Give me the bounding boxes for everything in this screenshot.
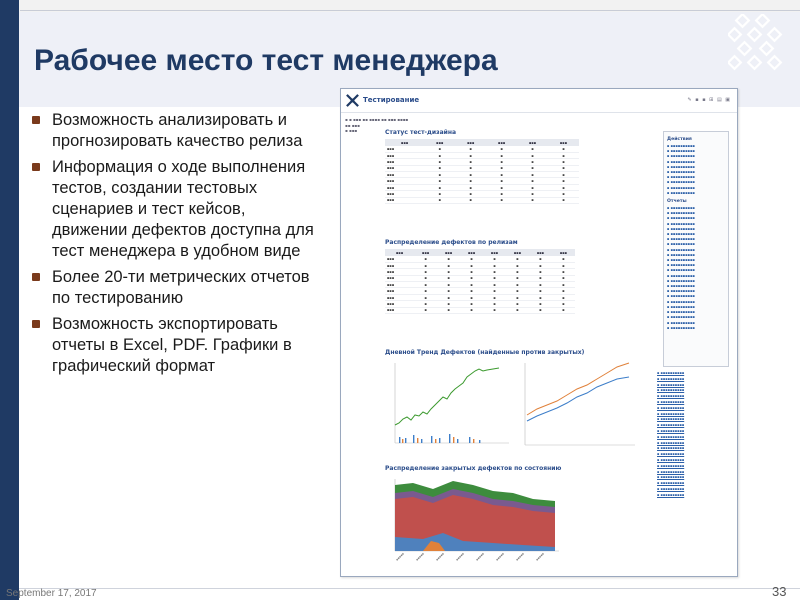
- app-side-nav: ▪▪ ▪▪▪ ▪ ▪▪▪: [345, 123, 360, 133]
- table-cell: ▪: [517, 191, 548, 197]
- table-cell: ▪: [552, 282, 575, 288]
- panel-link[interactable]: ▪ ▪▪▪▪▪▪▪▪▪▪: [667, 206, 695, 211]
- panel-link[interactable]: ▪ ▪▪▪▪▪▪▪▪▪▪: [667, 273, 695, 278]
- panel-link[interactable]: ▪ ▪▪▪▪▪▪▪▪▪▪: [667, 164, 695, 169]
- panel-link[interactable]: ▪ ▪▪▪▪▪▪▪▪▪▪: [667, 278, 695, 283]
- panel-link[interactable]: ▪ ▪▪▪▪▪▪▪▪▪▪: [657, 440, 685, 445]
- left-accent-bar: [0, 0, 19, 600]
- daily-trend-chart: [383, 359, 513, 455]
- panel-link[interactable]: ▪ ▪▪▪▪▪▪▪▪▪▪: [657, 382, 685, 387]
- table-cell: ▪▪▪: [385, 172, 424, 178]
- table-cell: ▪: [517, 172, 548, 178]
- panel-link[interactable]: ▪ ▪▪▪▪▪▪▪▪▪▪: [667, 185, 695, 190]
- table-row: [385, 197, 579, 203]
- table-cell: ▪▪▪: [385, 262, 414, 268]
- svg-text:▪▪▪▪▪: ▪▪▪▪▪: [474, 551, 485, 562]
- svg-text:▪▪▪▪▪: ▪▪▪▪▪: [514, 551, 525, 562]
- table-cell: ▪: [548, 172, 579, 178]
- panel-link[interactable]: ▪ ▪▪▪▪▪▪▪▪▪▪: [667, 263, 695, 268]
- footer-date: September 17, 2017: [6, 588, 97, 599]
- table-cell: ▪: [483, 256, 506, 262]
- panel-link[interactable]: ▪ ▪▪▪▪▪▪▪▪▪▪: [657, 475, 685, 480]
- table-cell: ▪: [460, 262, 483, 268]
- table-cell: ▪: [424, 178, 455, 184]
- table-cell: ▪: [424, 172, 455, 178]
- table-cell: ▪: [455, 184, 486, 190]
- panel-link[interactable]: ▪ ▪▪▪▪▪▪▪▪▪▪: [657, 457, 685, 462]
- table-cell: ▪▪▪: [385, 294, 414, 300]
- table-cell: ▪: [414, 294, 437, 300]
- panel-link[interactable]: ▪ ▪▪▪▪▪▪▪▪▪▪: [667, 175, 695, 180]
- table-cell: ▪▪▪: [385, 301, 414, 307]
- table-header-cell: ▪▪▪: [483, 249, 506, 256]
- panel-link[interactable]: ▪ ▪▪▪▪▪▪▪▪▪▪: [667, 237, 695, 242]
- panel-link[interactable]: ▪ ▪▪▪▪▪▪▪▪▪▪: [667, 252, 695, 257]
- table-header-cell: ▪▪▪: [486, 139, 517, 146]
- table-cell: ▪: [437, 294, 460, 300]
- table-cell: ▪: [414, 307, 437, 313]
- table-cell: ▪▪▪: [385, 146, 424, 152]
- table-cell: ▪: [517, 152, 548, 158]
- table-header-cell: ▪▪▪: [455, 139, 486, 146]
- panel-link[interactable]: ▪ ▪▪▪▪▪▪▪▪▪▪: [667, 294, 695, 299]
- top-band: [0, 0, 800, 12]
- table-cell: ▪▪▪: [385, 165, 424, 171]
- table-cell: ▪: [455, 146, 486, 152]
- table-cell: ▪: [414, 301, 437, 307]
- table-cell: ▪: [486, 191, 517, 197]
- table-cell: ▪: [548, 197, 579, 203]
- table-cell: ▪: [455, 172, 486, 178]
- table-cell: ▪: [517, 159, 548, 165]
- panel-link[interactable]: ▪ ▪▪▪▪▪▪▪▪▪▪: [667, 310, 695, 315]
- panel-link[interactable]: ▪ ▪▪▪▪▪▪▪▪▪▪: [667, 289, 695, 294]
- table-cell: ▪: [460, 269, 483, 275]
- app-toolbar: ✎ ▪ ▪ ⊞ ▤ ▣: [687, 97, 731, 103]
- panel-link[interactable]: ▪ ▪▪▪▪▪▪▪▪▪▪: [667, 320, 695, 325]
- table-header-cell: ▪▪▪: [385, 139, 424, 146]
- table-cell: ▪: [437, 307, 460, 313]
- table-cell: ▪: [506, 269, 529, 275]
- table-cell: ▪: [529, 282, 552, 288]
- table-cell: ▪▪▪: [385, 288, 414, 294]
- table-cell: ▪: [506, 262, 529, 268]
- panel-link[interactable]: ▪ ▪▪▪▪▪▪▪▪▪▪: [667, 211, 695, 216]
- app-title: Тестирование: [363, 96, 420, 104]
- table-header-cell: ▪▪▪: [552, 249, 575, 256]
- slide-title: Рабочее место тест менеджера: [34, 44, 498, 77]
- panel-reports-heading: Отчеты: [667, 199, 687, 205]
- table-header-cell: ▪▪▪: [424, 139, 455, 146]
- bullet-list: [30, 110, 320, 382]
- panel-link[interactable]: ▪ ▪▪▪▪▪▪▪▪▪▪: [657, 434, 685, 439]
- table-cell: ▪: [486, 172, 517, 178]
- cumulative-defects-chart: [517, 359, 639, 455]
- table-cell: ▪: [506, 256, 529, 262]
- table-cell: ▪: [529, 262, 552, 268]
- table-cell: ▪▪▪: [385, 184, 424, 190]
- panel-link[interactable]: ▪ ▪▪▪▪▪▪▪▪▪▪: [667, 221, 695, 226]
- panel-link[interactable]: ▪ ▪▪▪▪▪▪▪▪▪▪: [657, 394, 685, 399]
- table-cell: ▪: [460, 294, 483, 300]
- table-cell: ▪: [437, 282, 460, 288]
- table-cell: ▪: [455, 191, 486, 197]
- panel-link[interactable]: ▪ ▪▪▪▪▪▪▪▪▪▪: [657, 428, 685, 433]
- table-cell: ▪: [414, 282, 437, 288]
- table-cell: ▪: [552, 294, 575, 300]
- table-cell: ▪: [437, 275, 460, 281]
- panel-link[interactable]: ▪ ▪▪▪▪▪▪▪▪▪▪: [667, 170, 695, 175]
- table-cell: ▪: [506, 288, 529, 294]
- table-cell: ▪: [486, 152, 517, 158]
- section-test-design-title: Статус тест-дизайна: [385, 129, 457, 136]
- reports-link-list: [657, 371, 733, 499]
- table-cell: ▪: [529, 269, 552, 275]
- table-cell: ▪: [424, 197, 455, 203]
- table-cell: ▪: [529, 294, 552, 300]
- table-cell: ▪: [548, 165, 579, 171]
- panel-link[interactable]: ▪ ▪▪▪▪▪▪▪▪▪▪: [667, 149, 695, 154]
- table-cell: ▪: [460, 256, 483, 262]
- panel-link[interactable]: ▪ ▪▪▪▪▪▪▪▪▪▪: [657, 492, 685, 497]
- test-design-table: [385, 139, 579, 204]
- panel-link[interactable]: ▪ ▪▪▪▪▪▪▪▪▪▪: [657, 423, 685, 428]
- table-cell: ▪: [552, 288, 575, 294]
- app-header: [341, 89, 737, 113]
- table-cell: ▪: [529, 307, 552, 313]
- table-cell: ▪: [529, 288, 552, 294]
- panel-link[interactable]: ▪ ▪▪▪▪▪▪▪▪▪▪: [667, 154, 695, 159]
- table-cell: ▪: [548, 191, 579, 197]
- table-cell: ▪: [460, 275, 483, 281]
- table-cell: ▪: [548, 146, 579, 152]
- table-cell: ▪: [414, 275, 437, 281]
- table-cell: ▪: [424, 159, 455, 165]
- panel-link[interactable]: ▪ ▪▪▪▪▪▪▪▪▪▪: [667, 226, 695, 231]
- svg-text:▪▪▪▪▪: ▪▪▪▪▪: [454, 551, 465, 562]
- panel-link[interactable]: ▪ ▪▪▪▪▪▪▪▪▪▪: [657, 446, 685, 451]
- panel-link[interactable]: ▪ ▪▪▪▪▪▪▪▪▪▪: [657, 376, 685, 381]
- table-cell: ▪: [486, 197, 517, 203]
- panel-link[interactable]: ▪ ▪▪▪▪▪▪▪▪▪▪: [667, 268, 695, 273]
- table-cell: ▪: [548, 178, 579, 184]
- table-cell: ▪: [414, 256, 437, 262]
- table-cell: ▪▪▪: [385, 152, 424, 158]
- table-cell: ▪: [552, 275, 575, 281]
- table-cell: ▪: [414, 262, 437, 268]
- panel-link[interactable]: ▪ ▪▪▪▪▪▪▪▪▪▪: [657, 411, 685, 416]
- panel-link[interactable]: ▪ ▪▪▪▪▪▪▪▪▪▪: [657, 405, 685, 410]
- table-cell: ▪: [437, 256, 460, 262]
- table-cell: ▪: [483, 307, 506, 313]
- panel-link[interactable]: ▪ ▪▪▪▪▪▪▪▪▪▪: [667, 180, 695, 185]
- table-cell: ▪: [437, 269, 460, 275]
- table-cell: ▪: [424, 165, 455, 171]
- table-cell: ▪: [455, 159, 486, 165]
- panel-link[interactable]: ▪ ▪▪▪▪▪▪▪▪▪▪: [667, 159, 695, 164]
- table-header-cell: ▪▪▪: [548, 139, 579, 146]
- app-screenshot: [340, 88, 738, 577]
- table-cell: ▪: [517, 146, 548, 152]
- table-cell: ▪: [483, 301, 506, 307]
- section-daily-trend-title: Дневной Тренд Дефектов (найденные против закрытых): [385, 349, 585, 356]
- table-cell: ▪: [486, 178, 517, 184]
- table-cell: ▪: [437, 288, 460, 294]
- table-cell: ▪: [424, 184, 455, 190]
- panel-link[interactable]: ▪ ▪▪▪▪▪▪▪▪▪▪: [667, 304, 695, 309]
- table-cell: ▪▪▪: [385, 275, 414, 281]
- table-cell: ▪: [483, 262, 506, 268]
- panel-link[interactable]: ▪ ▪▪▪▪▪▪▪▪▪▪: [667, 315, 695, 320]
- page-number: 33: [772, 584, 787, 599]
- panel-link[interactable]: ▪ ▪▪▪▪▪▪▪▪▪▪: [667, 299, 695, 304]
- table-cell: ▪: [483, 282, 506, 288]
- table-cell: ▪: [460, 288, 483, 294]
- app-breadcrumb: ▪ ▪ ▪▪▪ ▪▪ ▪▪▪▪ ▪▪ ▪▪▪ ▪▪▪▪: [345, 117, 409, 122]
- table-cell: ▪: [455, 152, 486, 158]
- table-cell: ▪: [486, 159, 517, 165]
- table-cell: ▪: [486, 146, 517, 152]
- table-header-cell: ▪▪▪: [517, 139, 548, 146]
- table-cell: ▪▪▪: [385, 178, 424, 184]
- panel-link[interactable]: ▪ ▪▪▪▪▪▪▪▪▪▪: [667, 232, 695, 237]
- bullet-item: Информация о ходе выполнения тестов, создании тестовых сценариев и тест кейсов, движении дефектов доступна для тест менеджера в удобном виде: [30, 157, 320, 262]
- table-cell: ▪: [486, 165, 517, 171]
- panel-link[interactable]: ▪ ▪▪▪▪▪▪▪▪▪▪: [667, 284, 695, 289]
- svg-text:▪▪▪▪▪: ▪▪▪▪▪: [434, 551, 445, 562]
- table-cell: ▪: [529, 301, 552, 307]
- table-header-cell: ▪▪▪: [506, 249, 529, 256]
- table-cell: ▪: [506, 282, 529, 288]
- panel-link[interactable]: ▪ ▪▪▪▪▪▪▪▪▪▪: [657, 417, 685, 422]
- table-cell: ▪: [486, 184, 517, 190]
- table-cell: ▪▪▪: [385, 256, 414, 262]
- panel-link[interactable]: ▪ ▪▪▪▪▪▪▪▪▪▪: [657, 469, 685, 474]
- footer-line: [19, 588, 800, 589]
- panel-link[interactable]: ▪ ▪▪▪▪▪▪▪▪▪▪: [657, 463, 685, 468]
- table-row: [385, 307, 575, 313]
- table-cell: ▪: [424, 146, 455, 152]
- table-cell: ▪: [424, 152, 455, 158]
- table-cell: ▪: [517, 165, 548, 171]
- table-cell: ▪▪▪: [385, 307, 414, 313]
- table-cell: ▪: [483, 294, 506, 300]
- table-cell: ▪: [460, 301, 483, 307]
- svg-text:▪▪▪▪▪: ▪▪▪▪▪: [394, 551, 405, 562]
- table-cell: ▪: [424, 191, 455, 197]
- table-header-cell: ▪▪▪: [529, 249, 552, 256]
- svg-text:▪▪▪▪▪: ▪▪▪▪▪: [414, 551, 425, 562]
- closed-defects-area-chart: [383, 475, 563, 575]
- bullet-item: Возможность анализировать и прогнозировать качество релиза: [30, 110, 320, 152]
- panel-link[interactable]: ▪ ▪▪▪▪▪▪▪▪▪▪: [657, 486, 685, 491]
- table-cell: ▪: [414, 269, 437, 275]
- panel-link[interactable]: ▪ ▪▪▪▪▪▪▪▪▪▪: [657, 388, 685, 393]
- table-cell: ▪▪▪: [385, 159, 424, 165]
- panel-link[interactable]: ▪ ▪▪▪▪▪▪▪▪▪▪: [667, 242, 695, 247]
- table-cell: ▪: [506, 294, 529, 300]
- table-cell: ▪: [529, 275, 552, 281]
- table-cell: ▪: [483, 269, 506, 275]
- table-cell: ▪: [460, 307, 483, 313]
- table-cell: ▪: [552, 262, 575, 268]
- section-closed-defects-title: Распределение закрытых дефектов по состоянию: [385, 465, 562, 472]
- panel-actions-heading: Действия: [667, 137, 692, 142]
- table-cell: ▪: [517, 184, 548, 190]
- panel-link[interactable]: ▪ ▪▪▪▪▪▪▪▪▪▪: [667, 325, 695, 330]
- table-cell: ▪: [506, 301, 529, 307]
- defects-by-release-table: [385, 249, 575, 314]
- section-defects-by-release-title: Распределение дефектов по релизам: [385, 239, 518, 246]
- table-cell: ▪: [506, 307, 529, 313]
- table-header-cell: ▪▪▪: [385, 249, 414, 256]
- table-cell: ▪: [455, 165, 486, 171]
- table-cell: ▪: [548, 159, 579, 165]
- table-cell: ▪▪▪: [385, 282, 414, 288]
- panel-link[interactable]: ▪ ▪▪▪▪▪▪▪▪▪▪: [667, 190, 695, 195]
- table-cell: ▪: [455, 178, 486, 184]
- table-cell: ▪: [552, 269, 575, 275]
- table-cell: ▪: [414, 288, 437, 294]
- panel-link[interactable]: ▪ ▪▪▪▪▪▪▪▪▪▪: [667, 247, 695, 252]
- bullet-item: Возможность экспортировать отчеты в Excel, PDF. Графики в графический формат: [30, 314, 320, 377]
- table-cell: ▪: [517, 178, 548, 184]
- table-cell: ▪: [548, 184, 579, 190]
- table-cell: ▪: [552, 307, 575, 313]
- panel-link[interactable]: ▪ ▪▪▪▪▪▪▪▪▪▪: [657, 371, 685, 375]
- panel-link[interactable]: ▪ ▪▪▪▪▪▪▪▪▪▪: [657, 452, 685, 457]
- table-header-cell: ▪▪▪: [414, 249, 437, 256]
- table-cell: ▪: [552, 301, 575, 307]
- panel-link[interactable]: ▪ ▪▪▪▪▪▪▪▪▪▪: [667, 216, 695, 221]
- table-cell: ▪: [517, 197, 548, 203]
- table-cell: ▪▪▪: [385, 191, 424, 197]
- table-cell: ▪: [483, 288, 506, 294]
- table-cell: ▪: [460, 282, 483, 288]
- table-cell: ▪: [455, 197, 486, 203]
- table-cell: ▪: [506, 275, 529, 281]
- panel-link[interactable]: ▪ ▪▪▪▪▪▪▪▪▪▪: [657, 399, 685, 404]
- table-cell: ▪: [529, 256, 552, 262]
- table-cell: ▪: [552, 256, 575, 262]
- table-header-cell: ▪▪▪: [437, 249, 460, 256]
- table-header-cell: ▪▪▪: [460, 249, 483, 256]
- panel-link[interactable]: ▪ ▪▪▪▪▪▪▪▪▪▪: [667, 144, 695, 148]
- corner-logo-icon: [728, 14, 784, 78]
- table-cell: ▪: [437, 301, 460, 307]
- actions-reports-panel: [663, 131, 729, 367]
- tools-logo-icon: [345, 93, 360, 108]
- table-cell: ▪: [483, 275, 506, 281]
- table-cell: ▪▪▪: [385, 269, 414, 275]
- table-cell: ▪: [548, 152, 579, 158]
- table-cell: ▪: [437, 262, 460, 268]
- bullet-item: Более 20-ти метрических отчетов по тестированию: [30, 267, 320, 309]
- table-cell: ▪▪▪: [385, 197, 424, 203]
- panel-link[interactable]: ▪ ▪▪▪▪▪▪▪▪▪▪: [667, 258, 695, 263]
- svg-text:▪▪▪▪▪: ▪▪▪▪▪: [534, 551, 545, 562]
- svg-text:▪▪▪▪▪: ▪▪▪▪▪: [494, 551, 505, 562]
- panel-link[interactable]: ▪ ▪▪▪▪▪▪▪▪▪▪: [657, 481, 685, 486]
